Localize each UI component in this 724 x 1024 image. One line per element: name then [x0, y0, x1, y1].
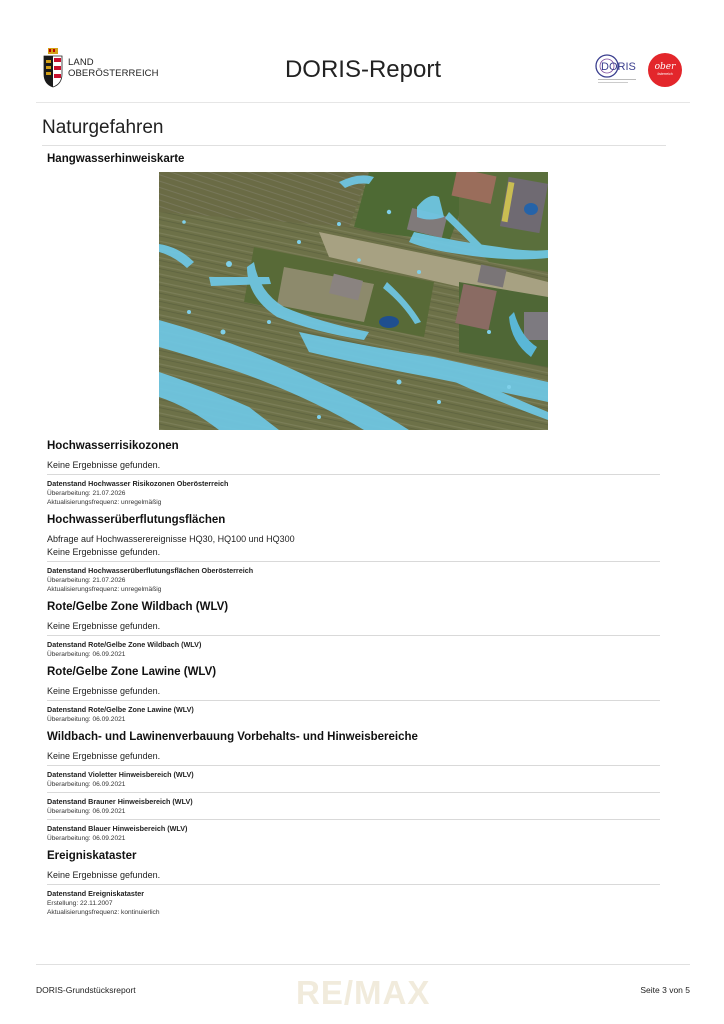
- datenstand-title: Datenstand Ereigniskataster: [47, 889, 145, 898]
- report-title: DORIS-Report: [284, 56, 442, 83]
- datenstand-detail: Aktualisierungsfrequenz: kontinuierlich: [47, 909, 160, 916]
- ober-logo-subtext: österreich: [657, 72, 673, 76]
- footer-page-number: Seite 3 von 5: [640, 985, 690, 995]
- meta-divider: [47, 884, 660, 885]
- map-heading: Hangwasserhinweiskarte: [47, 153, 185, 165]
- section-divider: [42, 145, 666, 146]
- meta-divider: [47, 635, 660, 636]
- section-heading: Ereigniskataster: [47, 850, 137, 862]
- datenstand-detail: Überarbeitung: 06.09.2021: [47, 781, 126, 788]
- datenstand-detail: Aktualisierungsfrequenz: unregelmäßig: [47, 499, 162, 506]
- oberoesterreich-brand-logo: [648, 53, 682, 87]
- result-text: Keine Ergebnisse gefunden.: [47, 547, 161, 557]
- meta-divider: [47, 561, 660, 562]
- result-text: Keine Ergebnisse gefunden.: [47, 686, 161, 696]
- section-heading: Hochwasserrisikozonen: [47, 440, 179, 452]
- section-heading: Rote/Gelbe Zone Wildbach (WLV): [47, 601, 229, 613]
- ober-logo-text: ober: [654, 62, 676, 72]
- datenstand-detail: Überarbeitung: 21.07.2026: [47, 490, 126, 497]
- datenstand-detail: Überarbeitung: 06.09.2021: [47, 835, 126, 842]
- result-text: Keine Ergebnisse gefunden.: [47, 621, 161, 631]
- section-heading: Wildbach- und Lawinenverbauung Vorbehalts- und Hinweisbereiche: [47, 731, 418, 743]
- result-text: Keine Ergebnisse gefunden.: [47, 460, 161, 470]
- datenstand-detail: Überarbeitung: 06.09.2021: [47, 808, 126, 815]
- doris-logo-text: DORIS: [601, 61, 636, 73]
- result-text: Keine Ergebnisse gefunden.: [47, 870, 161, 880]
- doris-logo: [594, 52, 640, 86]
- meta-divider: [47, 765, 660, 766]
- meta-divider: [47, 700, 660, 701]
- section-heading: Rote/Gelbe Zone Lawine (WLV): [47, 666, 217, 678]
- datenstand-detail: Überarbeitung: 21.07.2026: [47, 577, 126, 584]
- datenstand-title: Datenstand Rote/Gelbe Zone Wildbach (WLV): [47, 640, 202, 649]
- report-header: [36, 40, 690, 103]
- datenstand-detail: Erstellung: 22.11.2007: [47, 900, 113, 907]
- datenstand-detail: Überarbeitung: 06.09.2021: [47, 716, 126, 723]
- remax-watermark: RE/MAX: [296, 974, 431, 1011]
- datenstand-detail: Aktualisierungsfrequenz: unregelmäßig: [47, 586, 162, 593]
- datenstand-title: Datenstand Hochwasserüberflutungsflächen Oberösterreich: [47, 566, 254, 575]
- hangwasser-map: [159, 172, 548, 430]
- section-title: Naturgefahren: [42, 117, 164, 138]
- meta-divider: [47, 792, 660, 793]
- datenstand-title: Datenstand Rote/Gelbe Zone Lawine (WLV): [47, 705, 194, 714]
- footer-report-name: DORIS-Grundstücksreport: [36, 985, 136, 995]
- datenstand-detail: Überarbeitung: 06.09.2021: [47, 651, 126, 658]
- section-heading: Hochwasserüberflutungsflächen: [47, 514, 226, 526]
- land-line1: LAND: [68, 57, 94, 68]
- result-text: Abfrage auf Hochwasserereignisse HQ30, HQ100 und HQ300: [47, 534, 295, 544]
- land-line2: OBERÖSTERREICH: [68, 68, 159, 79]
- datenstand-title: Datenstand Blauer Hinweisbereich (WLV): [47, 824, 188, 833]
- meta-divider: [47, 819, 660, 820]
- result-text: Keine Ergebnisse gefunden.: [47, 751, 161, 761]
- meta-divider: [47, 474, 660, 475]
- datenstand-title: Datenstand Violetter Hinweisbereich (WLV): [47, 770, 194, 779]
- datenstand-title: Datenstand Brauner Hinweisbereich (WLV): [47, 797, 193, 806]
- datenstand-title: Datenstand Hochwasser Risikozonen Oberösterreich: [47, 479, 229, 488]
- footer-divider: [36, 964, 690, 965]
